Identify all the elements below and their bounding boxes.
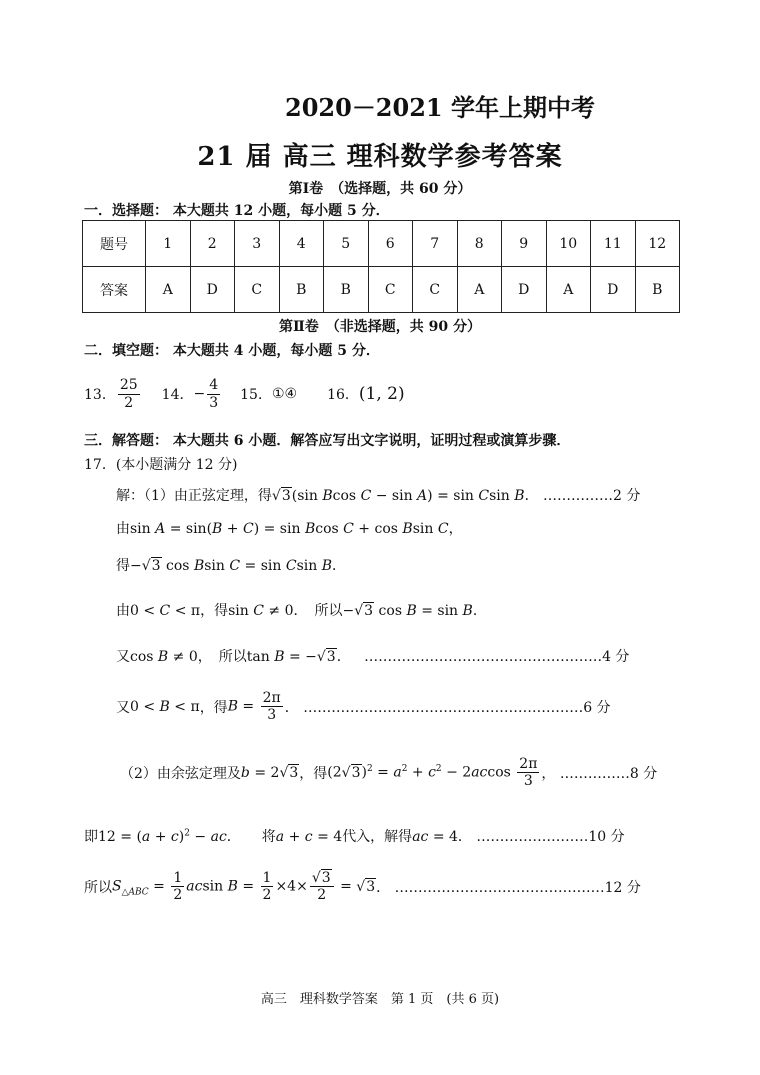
solution-line-7: （2）由余弦定理及 b = 2√3 ，得 $(2√3)^2 = a^2 + c^2 - 2accos$ $\frac{2\pi}{3}$ ， ……………8 分 xyxy=(120,756,658,790)
q14-numerator: 4 xyxy=(209,377,219,394)
line-text: （2）由余弦定理及 xyxy=(120,765,241,782)
q15-value: ①④ xyxy=(271,386,298,402)
table-row-header: 题号 xyxy=(83,221,146,267)
line-text: ，得 xyxy=(199,699,228,716)
line-text: ． 将 xyxy=(226,829,276,845)
table-cell: 8 xyxy=(457,221,502,267)
formula: √3(sin Bcos C − sin A) = sin Csin B xyxy=(271,488,525,504)
formula: cos B ≠ 0 xyxy=(130,649,198,665)
fill-in-answers xyxy=(84,372,405,416)
line-text: ， 所以 xyxy=(197,649,247,665)
line-text: 解：（1）由正弦定理，得 xyxy=(116,488,272,504)
solution-line-8: 即$12 = (a + c)^2$ − ac． 将a + c = 4代入，解得ac = 4． ……………………10 分 xyxy=(84,828,625,845)
formula: a + c = 4 xyxy=(275,829,343,845)
line-text: 代入，解得 xyxy=(342,829,413,845)
table-row-header: 答案 xyxy=(83,267,146,313)
score-marker: ……………………………………………4 分 xyxy=(364,649,630,665)
formula: $12 = (a + c)^2$ − ac xyxy=(98,828,227,845)
table-cell: 6 xyxy=(368,221,413,267)
table-cell: 11 xyxy=(591,221,636,267)
table-cell: A xyxy=(546,267,591,313)
table-cell: A xyxy=(457,267,502,313)
q13-label: 13． xyxy=(84,387,116,403)
formula: 0 < B < π xyxy=(130,698,200,715)
line-text: 即 xyxy=(84,829,98,845)
q14-label: 14． xyxy=(161,387,194,403)
table-cell: 10 xyxy=(546,221,591,267)
table-cell: 7 xyxy=(413,221,458,267)
q14-fraction xyxy=(207,377,220,410)
table-cell: 1 xyxy=(146,221,191,267)
table-cell: B xyxy=(635,267,680,313)
formula: ac = 4 xyxy=(412,829,458,845)
score-marker: ……………2 分 xyxy=(543,488,641,504)
solution-line-5: 又cos B ≠ 0， 所以tan B = −√3． ……………………………………………4 分 xyxy=(116,649,630,665)
formula: $S_{\triangle ABC}$ = $\frac{1}{2}$ acsin B = $\frac{1}{2}$ ×4× $\frac{√3}{2}$ = √3 xyxy=(112,870,376,904)
volume-2-heading: 第Ⅱ卷 （非选择题，共 90 分） xyxy=(278,319,482,335)
table-row xyxy=(83,221,680,267)
formula: $(2√3)^2 = a^2 + c^2 - 2accos$ $\frac{2\pi}{3}$ xyxy=(327,756,538,790)
score-marker: ……………………10 分 xyxy=(476,829,625,845)
table-cell: 9 xyxy=(502,221,547,267)
q13-numerator: 25 xyxy=(119,377,138,394)
table-cell: 3 xyxy=(235,221,280,267)
section-2-heading: 二．填空题： 本大题共 4 小题，每小题 5 分． xyxy=(84,343,380,359)
line-text: 由 xyxy=(116,603,130,619)
q16-label: 16． xyxy=(327,387,359,403)
title-main: 21 届 高三 理科数学参考答案 xyxy=(197,142,563,172)
solution-line-1: 解：（1）由正弦定理，得√3(sin Bcos C − sin A) = sin Csin B． ……………2 分 xyxy=(116,488,641,504)
q16-value: (1, 2) xyxy=(358,384,405,404)
table-cell: 12 xyxy=(635,221,680,267)
solution-line-9: 所以 $S_{\triangle ABC}$ = $\frac{1}{2}$ acsin B = $\frac{1}{2}$ ×4× $\frac{√3}{2}$ = √3 ． ………………………………………12 分 xyxy=(84,870,641,904)
problem-17-header: 17．(本小题满分 12 分) xyxy=(84,457,238,473)
q13-fraction xyxy=(118,377,140,410)
line-text: 得 xyxy=(116,558,130,574)
line-text: 又 xyxy=(116,699,130,716)
table-cell: A xyxy=(146,267,191,313)
line-text: ，得 xyxy=(299,765,328,782)
table-cell: 5 xyxy=(324,221,369,267)
solution-line-4: 由0 < C < π，得sin C ≠ 0． 所以−√3 cos B = sin B． xyxy=(116,603,487,619)
volume-1-heading: 第Ⅰ卷 （选择题，共 60 分） xyxy=(288,181,472,197)
line-text: 所以 xyxy=(84,879,112,896)
table-cell: C xyxy=(368,267,413,313)
table-cell: 2 xyxy=(190,221,235,267)
formula: 0 < C < π xyxy=(130,603,201,619)
score-marker: ……………8 分 xyxy=(559,765,658,782)
formula: sin C ≠ 0 xyxy=(228,603,294,619)
formula: tan B = −√3 xyxy=(246,649,336,665)
table-cell: B xyxy=(324,267,369,313)
q14-denominator: 3 xyxy=(209,394,219,411)
section-3-heading: 三．解答题： 本大题共 6 小题．解答应写出文字说明，证明过程或演算步骤． xyxy=(84,433,571,449)
table-row xyxy=(83,267,680,313)
line-text: ． 所以 xyxy=(293,603,343,619)
table-cell: D xyxy=(591,267,636,313)
score-marker: ……………………………………………………6 分 xyxy=(303,699,611,716)
table-cell: C xyxy=(413,267,458,313)
title-year: 2020－2021 学年上期中考 xyxy=(285,93,595,122)
solution-line-6: 又 0 < B < π ，得 B = $\frac{2\pi}{3}$ ． ……………………………………………………6 分 xyxy=(116,690,611,724)
table-cell: C xyxy=(235,267,280,313)
answer-table xyxy=(82,220,680,313)
formula: sin A = sin(B + C) = sin Bcos C + cos Bsin C xyxy=(130,521,449,537)
section-1-heading: 一．选择题： 本大题共 12 小题，每小题 5 分． xyxy=(84,203,390,219)
score-marker: ………………………………………12 分 xyxy=(394,879,641,896)
line-text: 由 xyxy=(116,521,130,537)
q13-denominator: 2 xyxy=(124,394,134,411)
formula: −√3 cos Bsin C = sin Csin B xyxy=(130,558,333,574)
table-cell: D xyxy=(190,267,235,313)
page-footer: 高三 理科数学答案 第 1 页 (共 6 页) xyxy=(260,992,500,1007)
table-cell: 4 xyxy=(279,221,324,267)
table-cell: D xyxy=(502,267,547,313)
q15-label: 15． xyxy=(240,387,272,403)
solution-line-3: 得−√3 cos Bsin C = sin Csin B． xyxy=(116,558,347,574)
table-cell: B xyxy=(279,267,324,313)
q14-sign: − xyxy=(193,386,206,402)
line-text: 又 xyxy=(116,649,130,665)
formula: b = 2√3 xyxy=(240,764,299,781)
formula: B = $\frac{2\pi}{3}$ xyxy=(227,690,281,724)
line-text: ，得 xyxy=(200,603,229,619)
formula: −√3 cos B = sin B xyxy=(342,603,473,619)
solution-line-2: 由sin A = sin(B + C) = sin Bcos C + cos Bsin C， xyxy=(116,521,463,537)
